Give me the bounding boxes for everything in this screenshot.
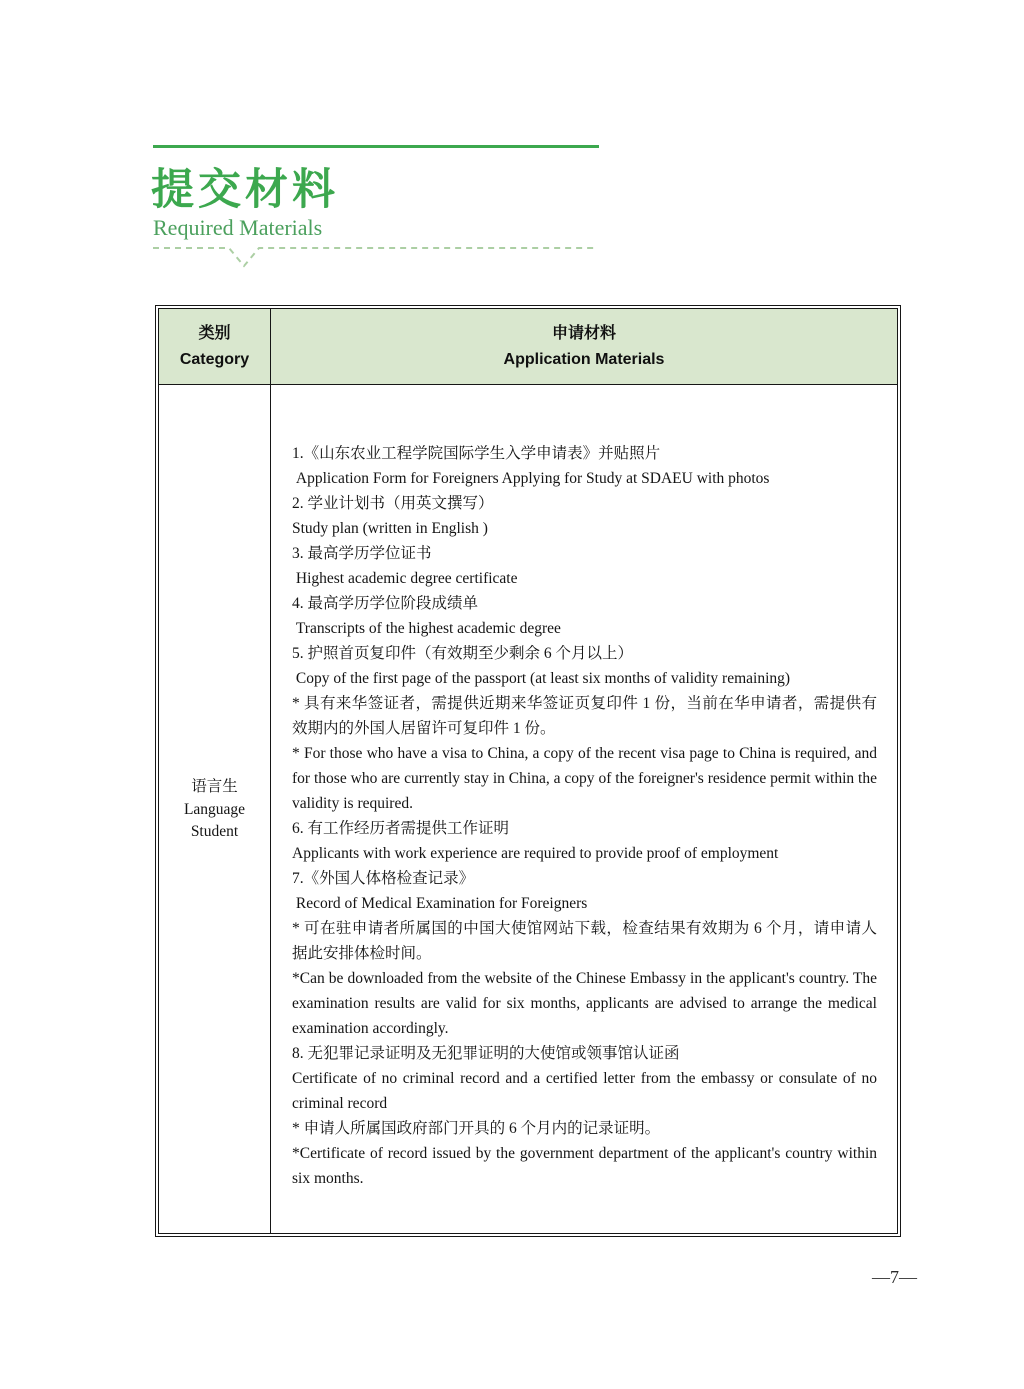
page-number: —7— [872,1267,917,1287]
category-header-en: Category [179,350,250,368]
material-line: 2. 学业计划书（用英文撰写） [292,495,494,512]
material-line: * 具有来华签证者，需提供近期来华签证页复印件 1 份，当前在华申请者，需提供有效期内的外国人居留许可复印件 1 份。 [292,695,877,737]
material-line: *Can be downloaded from the website of the Chinese Embassy in the applicant's country. The examination results are valid for six months, applicants are advised to arrange the medical examination accordingly. [292,970,881,1037]
material-line: Applicants with work experience are required to provide proof of employment [292,845,779,862]
material-line: 1.《山东农业工程学院国际学生入学申请表》并贴照片 [292,445,661,462]
material-line: * 可在驻申请者所属国的中国大使馆网站下载，检查结果有效期为 6 个月，请申请人据此安排体检时间。 [292,920,877,962]
header-cell-category [159,309,271,384]
material-line: 7.《外国人体格检查记录》 [292,870,475,887]
material-line: Study plan (written in English ) [292,520,488,537]
page-title-en: Required Materials [153,215,323,240]
material-line: 8. 无犯罪记录证明及无犯罪证明的大使馆或领事馆认证函 [292,1045,680,1062]
material-line: Copy of the first page of the passport (at least six months of validity remaining) [292,670,791,687]
material-line: * For those who have a visa to China, a copy of the recent visa page to China is required, and for those who are currently stay in China, a copy of the foreigner's residence permit within the validity is required. [292,745,881,812]
material-line: Highest academic degree certificate [292,570,518,587]
category-header-zh: 类别 [198,324,231,342]
material-line: Record of Medical Examination for Foreigners [292,895,588,912]
materials-cell [271,385,897,1233]
material-line: 3. 最高学历学位证书 [292,545,432,562]
chevron-dashed-divider-icon [152,246,600,272]
material-line: * 申请人所属国政府部门开具的 6 个月内的记录证明。 [292,1120,661,1137]
material-line: 6. 有工作经历者需提供工作证明 [292,820,510,837]
table-header-row [159,309,897,385]
category-value-zh: 语言生 [191,777,238,795]
material-line: Application Form for Foreigners Applying for Study at SDAEU with photos [292,470,770,487]
header-rule [153,145,599,148]
materials-table [155,305,901,1237]
header-cell-materials [271,309,897,384]
materials-header-en: Application Materials [503,350,665,368]
category-cell [159,385,271,1233]
category-value-en: Language Student [183,800,246,840]
material-line: 4. 最高学历学位阶段成绩单 [292,595,479,612]
materials-header-zh: 申请材料 [551,324,616,342]
material-line: Certificate of no criminal record and a certified letter from the embassy or consulate of no criminal record [292,1070,881,1112]
material-line: Transcripts of the highest academic degree [292,620,561,637]
table-body-row [159,385,897,1233]
material-line: *Certificate of record issued by the government department of the applicant's country within six months. [292,1145,881,1187]
page-title-zh: 提交材料 [151,166,339,214]
material-line: 5. 护照首页复印件（有效期至少剩余 6 个月以上） [292,645,634,662]
